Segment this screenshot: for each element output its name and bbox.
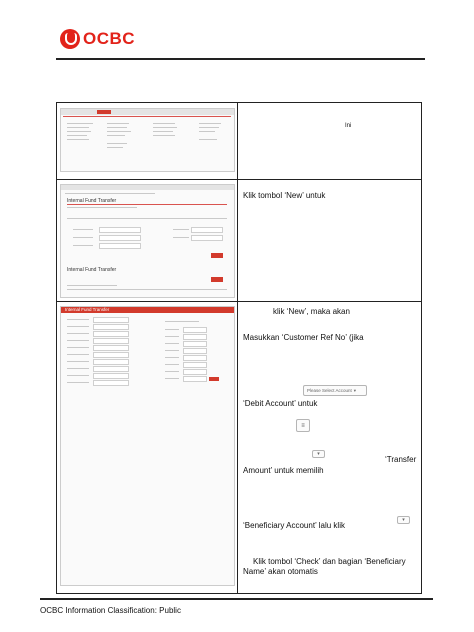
row-3-line-6: ‘Beneficiary Account’ lalu klik: [243, 521, 345, 530]
footer-divider: [40, 598, 433, 600]
transfer-form-screenshot: [60, 306, 235, 586]
beneficiary-dropdown: [397, 516, 410, 524]
menu-screenshot: [60, 108, 235, 172]
row-3-line-1: klik ‘New’, maka akan: [273, 307, 350, 316]
shot-subtitle: Internal Fund Transfer: [67, 267, 117, 273]
classification-label: OCBC Information Classification: Public: [40, 606, 181, 615]
form-header-title: Internal Fund Transfer: [65, 307, 110, 312]
row-3-line-8: Name’ akan otomatis: [243, 567, 318, 576]
ocbc-logo: [60, 28, 135, 50]
header-divider: [56, 58, 425, 60]
instruction-row-2: [57, 179, 421, 302]
row-3-line-2: Masukkan ‘Customer Ref No’ (jika: [243, 333, 364, 342]
row-3-line-7: Klik tombol ‘Check’ dan bagian ‘Beneficiary: [253, 557, 406, 566]
brand-name: OCBC: [83, 29, 136, 48]
list-icon: ≡: [301, 422, 305, 429]
instruction-row-3: [57, 301, 421, 593]
row-3-line-3: ‘Debit Account’ untuk: [243, 399, 318, 408]
instruction-table: [56, 102, 422, 594]
chevron-down-icon: ▾: [402, 517, 405, 523]
ocbc-logo-icon: [60, 29, 80, 49]
chevron-down-icon: ▾: [353, 387, 357, 393]
amount-dropdown: [312, 450, 325, 458]
row-1-text: Ini: [345, 123, 352, 129]
account-lookup-button: [296, 419, 310, 432]
debit-account-placeholder: Please Select Account: [307, 388, 352, 393]
instruction-row-1: [57, 103, 421, 180]
row-3-line-5: Amount’ untuk memilih: [243, 466, 324, 475]
transfer-list-screenshot: [60, 184, 235, 298]
row-2-text: Klik tombol ‘New’ untuk: [243, 191, 326, 200]
chevron-down-icon: ▾: [317, 451, 320, 457]
shot-title: Internal Fund Transfer: [67, 198, 117, 204]
row-3-line-4: ‘Transfer: [385, 455, 417, 464]
debit-account-select: [303, 385, 367, 396]
